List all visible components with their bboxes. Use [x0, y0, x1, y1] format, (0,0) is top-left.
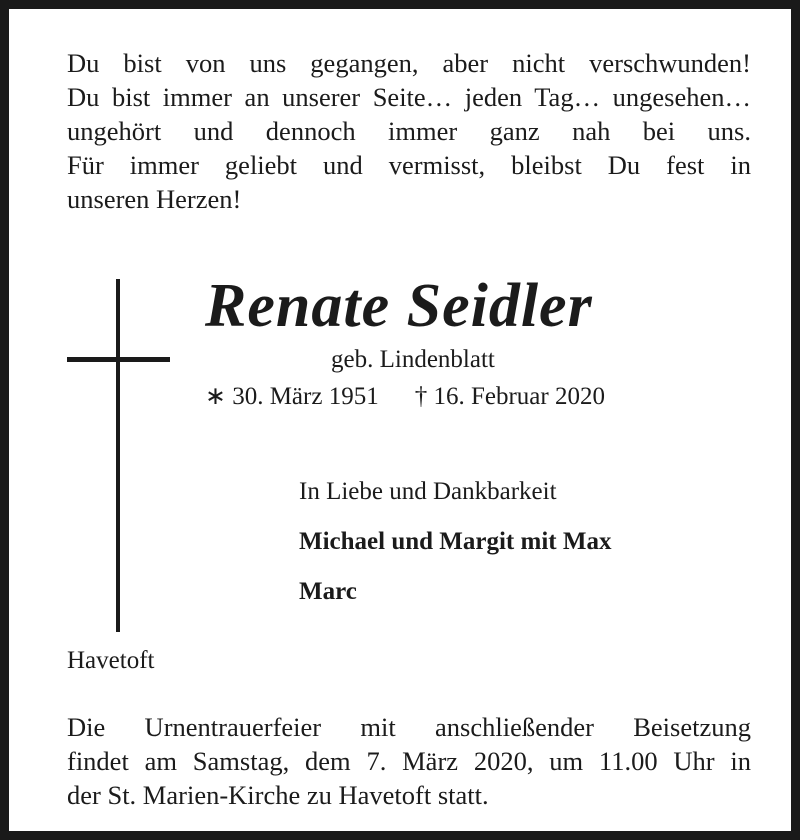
poem-line: unseren Herzen! — [67, 184, 242, 214]
mourners-intro: In Liebe und Dankbarkeit — [299, 478, 557, 505]
poem-line: Für immer geliebt und vermisst, bleibst Du fest in — [67, 150, 751, 180]
cross-horizontal-bar — [67, 357, 170, 362]
mourner-name: Michael und Margit mit Max — [299, 528, 612, 555]
poem-line: Du bist immer an unserer Seite… jeden Tag… ungesehen… — [67, 82, 751, 112]
service-line: der St. Marien-Kirche zu Havetoft statt. — [67, 780, 489, 810]
memorial-poem — [67, 46, 751, 216]
birth-name: geb. Lindenblatt — [331, 346, 495, 373]
life-dates — [205, 382, 605, 412]
deceased-name: Renate Seidler — [205, 272, 593, 340]
mourner-name: Marc — [299, 578, 357, 605]
funeral-service-info — [67, 710, 751, 812]
cross-vertical-bar — [116, 279, 120, 632]
poem-line: Du bist von uns gegangen, aber nicht verschwunden! — [67, 48, 751, 78]
service-line: findet am Samstag, dem 7. März 2020, um 11.00 Uhr in — [67, 746, 751, 776]
birth-date: ∗ 30. März 1951 — [205, 383, 379, 410]
place-name: Havetoft — [67, 647, 155, 674]
poem-line: ungehört und dennoch immer ganz nah bei uns. — [67, 116, 751, 146]
death-date: † 16. Februar 2020 — [414, 383, 605, 410]
service-line: Die Urnentrauerfeier mit anschließender Beisetzung — [67, 712, 751, 742]
